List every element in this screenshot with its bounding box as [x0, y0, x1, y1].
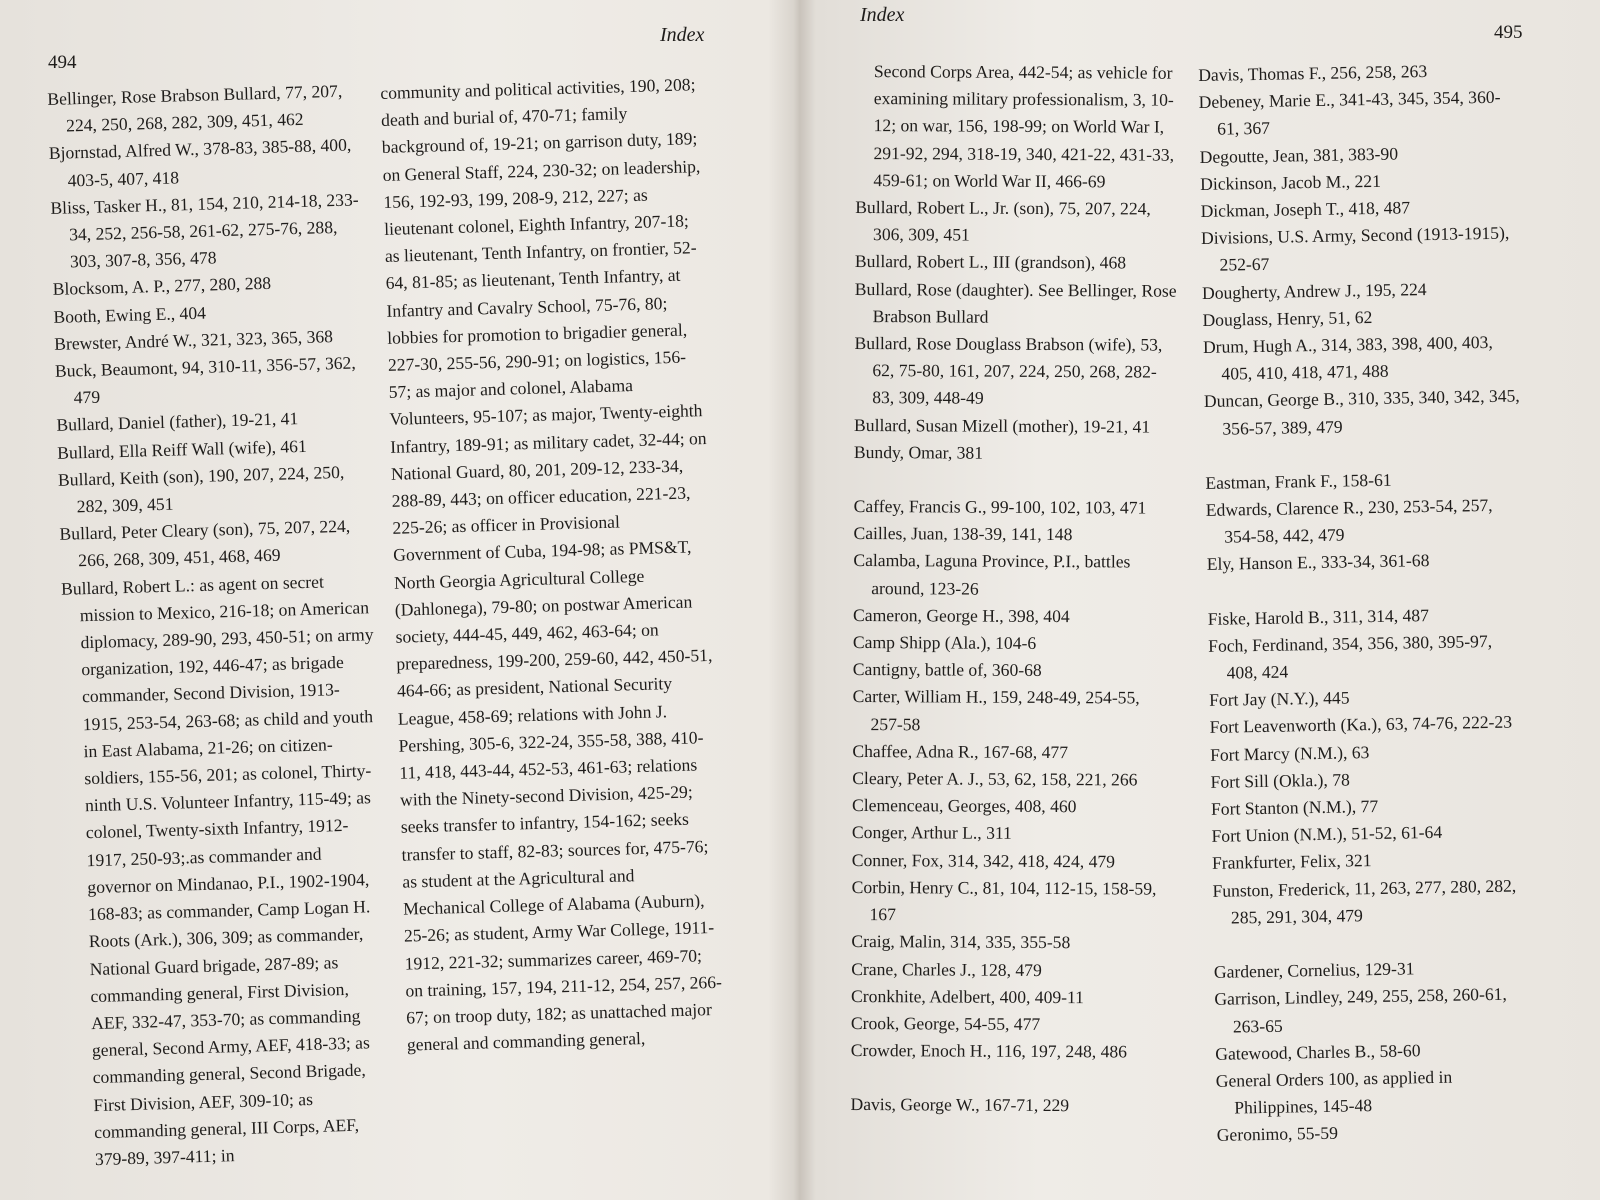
index-entry: Cleary, Peter A. J., 53, 62, 158, 221, 266: [852, 768, 1138, 790]
index-entry: Duncan, George B., 310, 335, 340, 342, 345, 356-57, 389, 479: [1203, 385, 1520, 439]
index-entry: Crook, George, 54-55, 477: [850, 1012, 1041, 1034]
index-entry: Cameron, George H., 398, 404: [853, 604, 1070, 626]
index-entry: Bliss, Tasker H., 81, 154, 210, 214-18, 233-34, 252, 256-58, 261-62, 275-76, 288, 303, 307-8, 356, 478: [50, 189, 359, 272]
index-entry: Funston, Frederick, 11, 263, 277, 280, 282, 285, 291, 304, 479: [1212, 875, 1517, 928]
index-entry: Dickman, Joseph T., 418, 487: [1200, 197, 1411, 221]
index-entry: Davis, Thomas F., 256, 258, 263: [1198, 61, 1428, 85]
index-column-1: [47, 77, 392, 1173]
index-entry: Chaffee, Adna R., 167-68, 477: [852, 740, 1069, 762]
index-column-3: [850, 58, 1178, 1120]
index-entry: Gardener, Cornelius, 129-31: [1213, 958, 1415, 982]
index-entry: Bellinger, Rose Brabson Bullard, 77, 207, 224, 250, 268, 282, 309, 451, 462: [47, 80, 343, 136]
index-entry: Fort Marcy (N.M.), 63: [1209, 741, 1370, 765]
index-entry: Foch, Ferdinand, 354, 356, 380, 395-97, 408, 424: [1208, 630, 1493, 683]
index-entry: Douglass, Henry, 51, 62: [1202, 306, 1373, 330]
index-entry: Ely, Hanson E., 333-34, 361-68: [1206, 550, 1430, 575]
right-page: [800, 0, 1600, 1200]
index-entry: Bullard, Robert L., III (grandson), 468: [854, 251, 1127, 273]
index-entry: Dickinson, Jacob M., 221: [1199, 170, 1382, 194]
index-entry: Craig, Malin, 314, 335, 355-58: [851, 931, 1071, 953]
index-entry: Davis, George W., 167-71, 229: [850, 1094, 1070, 1116]
index-entry: Geronimo, 55-59: [1216, 1123, 1339, 1146]
index-entry: Bullard, Rose Douglass Brabson (wife), 53, 62, 75-80, 161, 207, 224, 250, 268, 282-83, 309, 448-49: [854, 333, 1163, 409]
index-entry: Buck, Beaumont, 94, 310-11, 356-57, 362, 479: [54, 352, 356, 408]
index-entry: General Orders 100, as applied in Philippines, 145-48: [1215, 1066, 1453, 1118]
index-entry-text: Bullard, Rose (daughter). See Bellinger, Rose Brabson Bullard: [854, 278, 1177, 327]
index-entry: [855, 276, 1177, 332]
index-entry: Degoutte, Jean, 381, 383-90: [1199, 143, 1399, 167]
index-entry: Blocksom, A. P., 277, 280, 288: [52, 273, 272, 300]
index-entry: Bullard, Keith (son), 190, 207, 224, 250, 282, 309, 451: [57, 461, 345, 517]
index-entry: Fort Stanton (N.M.), 77: [1210, 796, 1379, 819]
index-entry: Fort Sill (Okla.), 78: [1210, 769, 1350, 792]
running-head: Index: [860, 4, 905, 26]
running-head: Index: [660, 24, 705, 46]
index-entry: Divisions, U.S. Army, Second (1913-1915), 252-67: [1200, 222, 1510, 276]
index-entry: Booth, Ewing E., 404: [53, 302, 207, 327]
index-entry: Bullard, Robert L.: as agent on secret mission to Mexico, 216-18; on American diplomacy, 289-90, 293, 450-51; on army organization, 192, 446-47; as brigade commander, Second Division, 1913-1915, 253-54, 263-68; as child and youth in East Alabama, 21-26; on citizen-soldiers, 155-56, 201; as colonel, Thirty-ninth U.S. Volunteer Infantry, 115-49; as colonel, Twenty-sixth Infantry, 1912-1917, 250-93;.as commander and governor on Mindanao, P.I., 1902-1904, 168-83; as commander, Camp Logan H. Roots (Ark.), 306, 309; as commander, National Guard brigade, 287-89; as commanding general, First Division, AEF, 332-47, 353-70; as commanding general, Second Army, AEF, 418-33; as commanding general, Second Brigade, First Division, AEF, 309-10; as commanding general, III Corps, AEF, 379-89, 397-411; in: [60, 571, 374, 1169]
index-entry: Gatewood, Charles B., 58-60: [1215, 1039, 1421, 1064]
index-entry: Bullard, Ella Reiff Wall (wife), 461: [56, 435, 307, 463]
index-entry: Bullard, Susan Mizell (mother), 19-21, 41: [854, 414, 1151, 437]
index-entry: Cantigny, battle of, 360-68: [852, 659, 1042, 681]
index-entry: Cronkhite, Adelbert, 400, 409-11: [851, 985, 1085, 1007]
index-entry: Fort Leavenworth (Ka.), 63, 74-76, 222-23: [1209, 712, 1513, 738]
index-entry: Frankfurter, Felix, 321: [1211, 850, 1372, 874]
index-entry: Crowder, Enoch H., 116, 197, 248, 486: [850, 1040, 1128, 1062]
index-entry: Bundy, Omar, 381: [853, 441, 984, 463]
index-entry: Brewster, André W., 321, 323, 365, 368: [53, 325, 334, 354]
index-entry: Drum, Hugh A., 314, 383, 398, 400, 403, 405, 410, 418, 471, 488: [1202, 331, 1493, 384]
index-entry: Caffey, Francis G., 99-100, 102, 103, 471: [853, 496, 1147, 518]
page-number: 495: [1494, 22, 1523, 43]
index-entry-continuation: community and political activities, 190, 208; death and burial of, 470-71; family background of, 19-21; on garrison duty, 189; on General Staff, 224, 230-32; on leadership, 156, 192-93, 199, 208-9, 212, 227; as lieutenant colonel, Eighth Infantry, 207-18; as lieutenant, Tenth Infantry, on frontier, 52-64, 81-85; as lieutenant, Tenth Infantry, at Infantry and Cavalry School, 75-76, 80; lobbies for promotion to brigadier general, 227-30, 255-56, 290-91; on logistics, 156-57; as major and colonel, Alabama Volunteers, 95-107; as major, Twenty-eighth Infantry, 189-91; as military cadet, 32-44; on National Guard, 80, 201, 209-12, 233-34, 288-89, 443; on officer education, 221-23, 225-26; as officer in Provisional Government of Cuba, 194-98; as PMS&T, North Georgia Agricultural College (Dahlonega), 79-80; on postwar American society, 444-45, 449, 462, 463-64; on preparedness, 199-200, 259-60, 442, 450-51, 464-66; as president, National Security League, 458-69; relations with John J. Pershing, 305-6, 322-24, 355-58, 388, 410-11, 418, 443-44, 452-53, 461-63; relations with the Ninety-second Division, 425-29; seeks transfer to infantry, 154-162; seeks transfer to staff, 82-83; sources for, 475-76; as student at the Agricultural and Mechanical College of Alabama (Auburn), 25-26; as student, Army War College, 1911-1912, 221-32; summarizes career, 469-70; on training, 157, 194, 211-12, 254, 257, 266-67; on troop duty, 182; as unattached major general and commanding general,: [380, 74, 723, 1055]
index-entry: Fort Jay (N.Y.), 445: [1208, 687, 1350, 711]
index-entry: Conner, Fox, 314, 342, 418, 424, 479: [851, 849, 1116, 872]
index-entry: Bullard, Robert L., Jr. (son), 75, 207, 224, 306, 309, 451: [855, 197, 1151, 245]
index-entry: Crane, Charles J., 128, 479: [851, 958, 1042, 980]
page-number: 494: [48, 52, 77, 73]
index-entry-continuation: Second Corps Area, 442-54; as vehicle for examining military professionalism, 3, 10-12; on war, 156, 198-99; on World War I, 291-92, 294, 318-19, 340, 421-22, 431-33, 459-61; on World War II, 466-69: [873, 61, 1175, 192]
index-entry: Corbin, Henry C., 81, 104, 112-15, 158-59, 167: [851, 876, 1157, 925]
index-entry: Fort Union (N.M.), 51-52, 61-64: [1211, 822, 1443, 847]
index-entry: Cailles, Juan, 138-39, 141, 148: [853, 523, 1073, 545]
index-entry: Bullard, Peter Cleary (son), 75, 207, 224, 266, 268, 309, 451, 468, 469: [59, 515, 351, 571]
index-entry: Fiske, Harold B., 311, 314, 487: [1207, 604, 1430, 629]
index-entry: Garrison, Lindley, 249, 255, 258, 260-61, 263-65: [1214, 984, 1508, 1037]
index-entry: Bjornstad, Alfred W., 378-83, 385-88, 400, 403-5, 407, 418: [48, 134, 352, 191]
index-entry: Dougherty, Andrew J., 195, 224: [1201, 278, 1427, 303]
index-entry: Edwards, Clarence R., 230, 253-54, 257, 354-58, 442, 479: [1205, 494, 1493, 547]
index-entry: Calamba, Laguna Province, P.I., battles around, 123-26: [853, 550, 1131, 599]
index-column-2: [380, 71, 725, 1059]
index-entry: Carter, William H., 159, 248-49, 254-55, 257-58: [852, 686, 1140, 735]
index-entry: Conger, Arthur L., 311: [851, 822, 1012, 844]
index-column-4: [1198, 56, 1535, 1149]
index-entry: Eastman, Frank F., 158-61: [1205, 469, 1392, 493]
index-entry: Debeney, Marie E., 341-43, 345, 354, 360-61, 367: [1198, 86, 1501, 140]
index-entry: Bullard, Daniel (father), 19-21, 41: [56, 408, 299, 436]
index-entry: Clemenceau, Georges, 408, 460: [852, 795, 1077, 817]
index-entry: Camp Shipp (Ala.), 104-6: [852, 632, 1037, 654]
